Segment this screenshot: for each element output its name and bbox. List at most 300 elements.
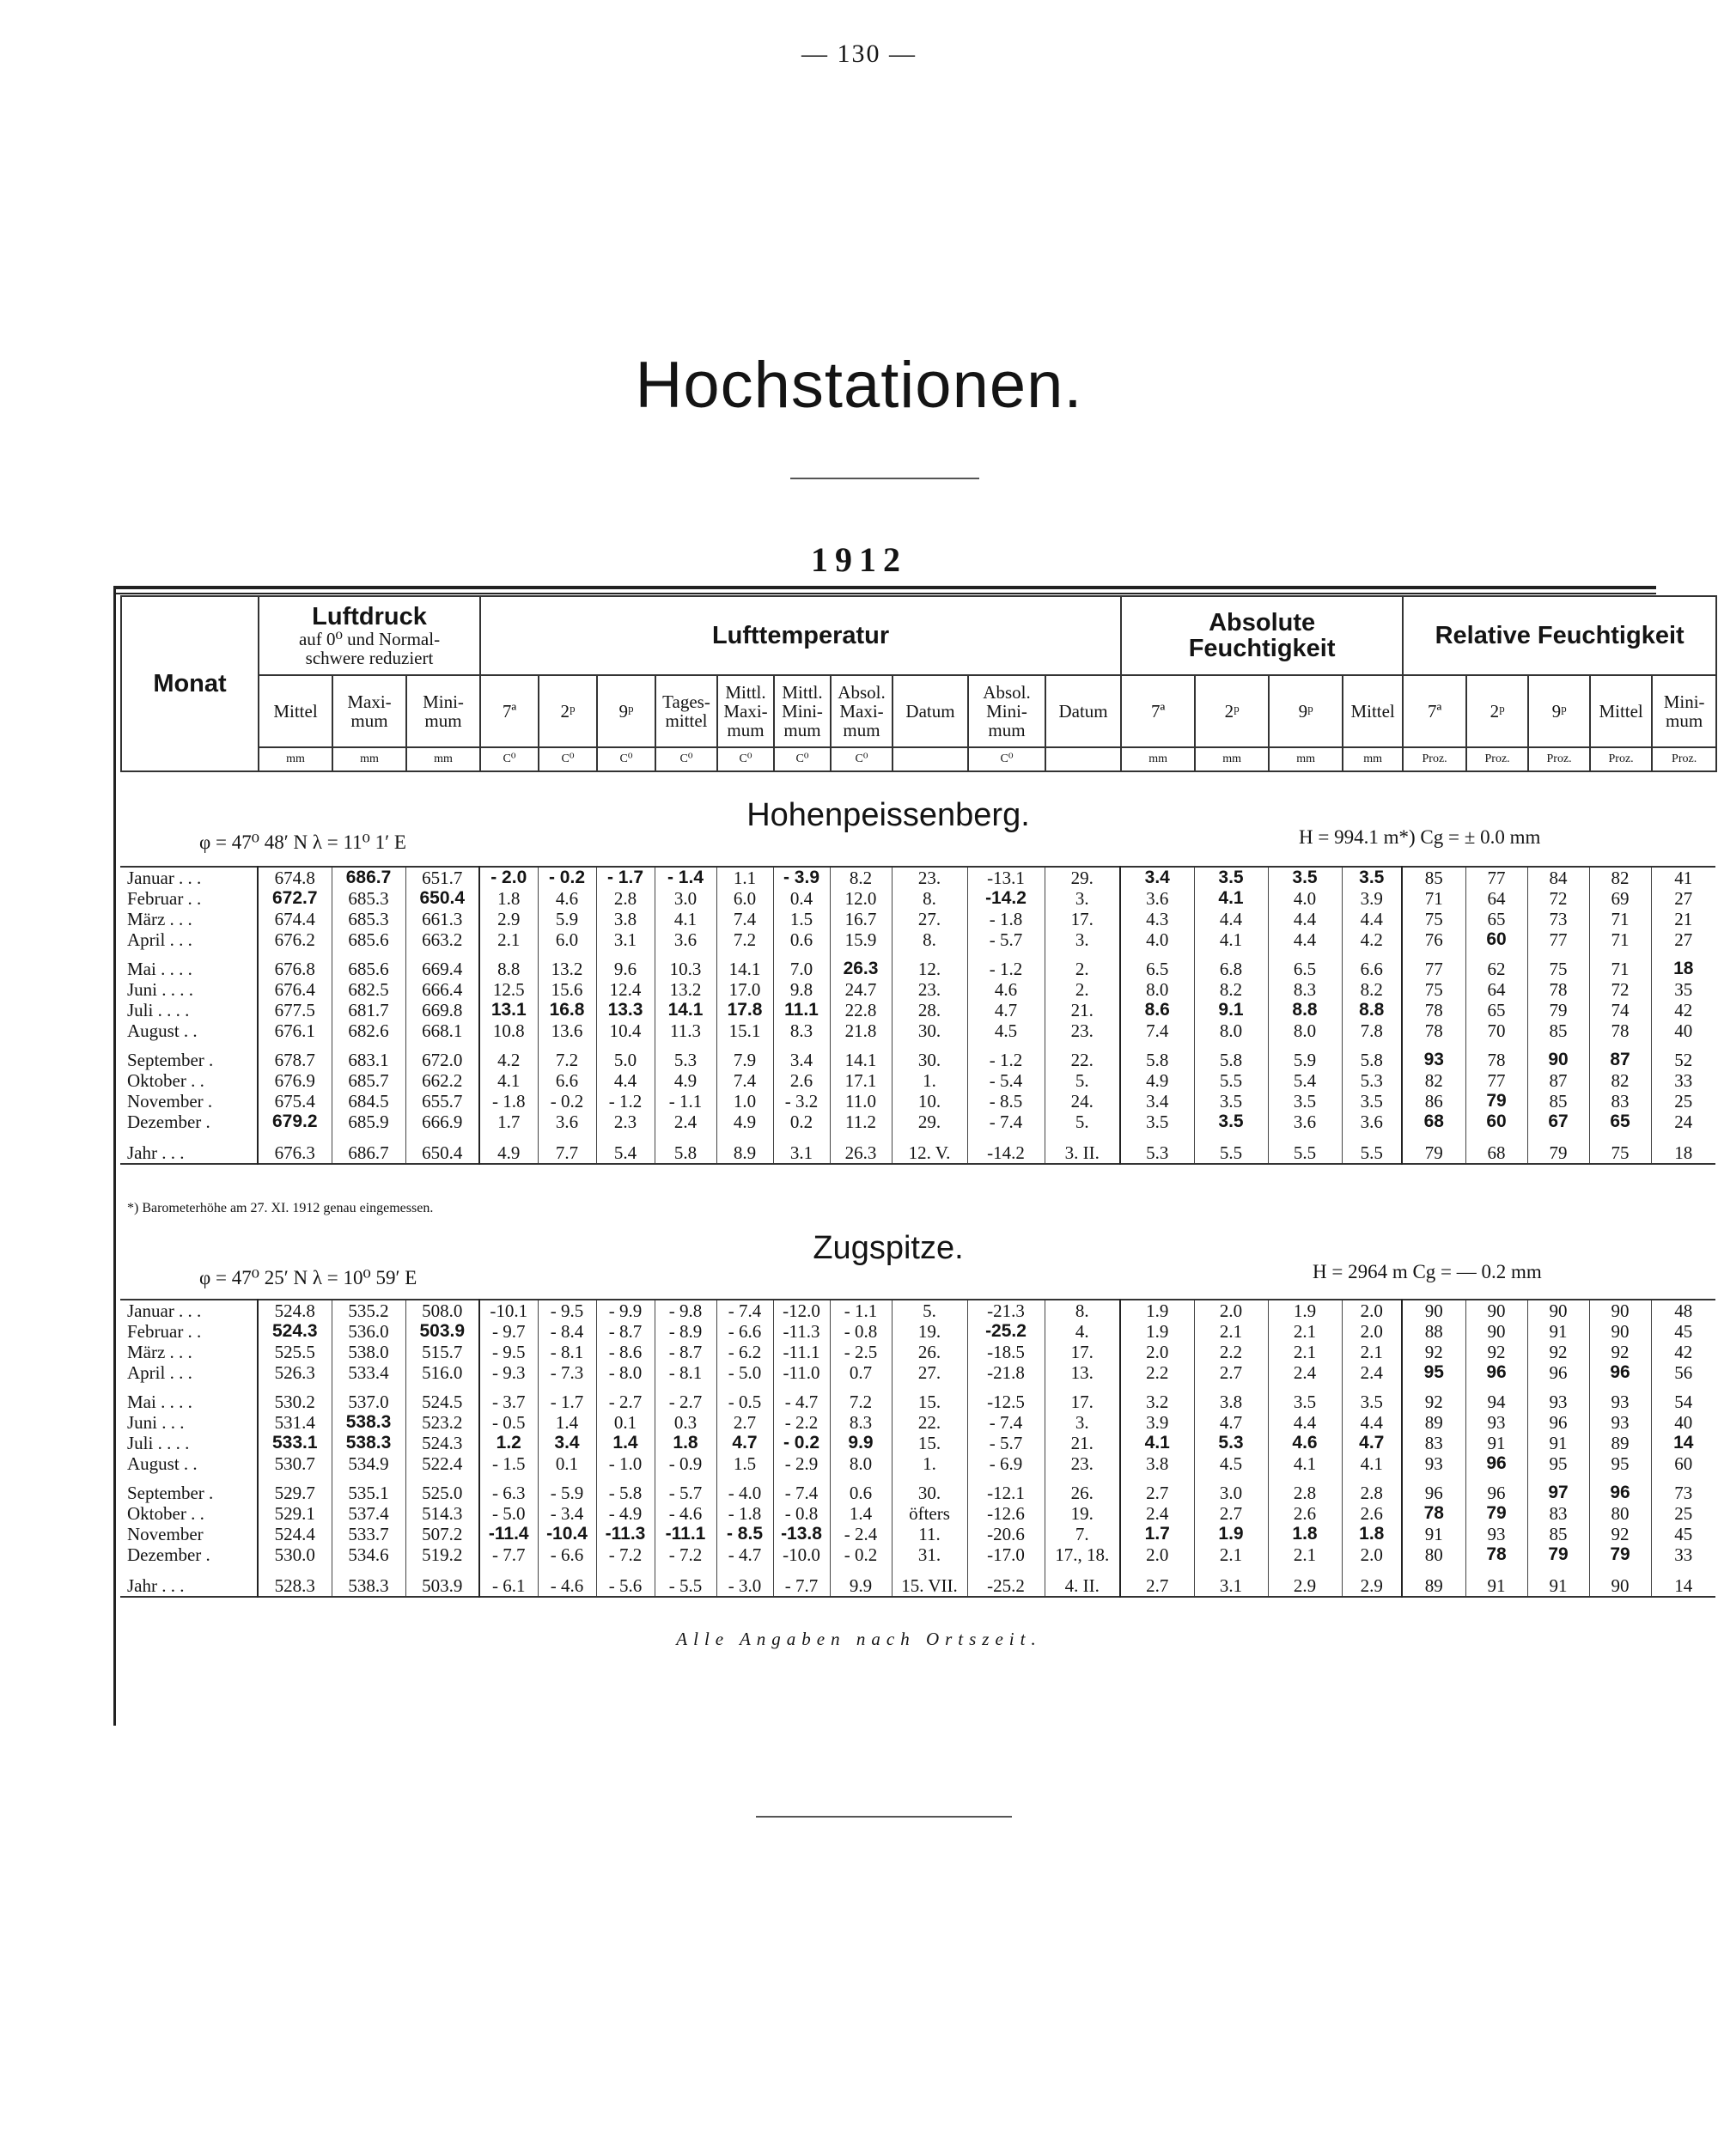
data-cell: 27. (892, 1362, 967, 1383)
data-cell: 93 (1589, 1383, 1651, 1412)
data-cell: 8. (892, 888, 967, 909)
data-cell: 95 (1527, 1453, 1589, 1474)
column-header: Mini- mum (406, 675, 480, 747)
data-cell: 2.1 (479, 929, 538, 950)
data-cell: 94 (1465, 1383, 1527, 1412)
data-cell: 19. (892, 1321, 967, 1342)
column-header: Mittel (1590, 675, 1652, 747)
data-cell: 523.2 (405, 1412, 479, 1433)
data-cell: 5.5 (1342, 1132, 1402, 1164)
data-cell: 6.6 (1342, 950, 1402, 979)
data-cell: 2.1 (1268, 1544, 1342, 1565)
data-cell: 4.3 (1120, 909, 1194, 929)
station-title-hohenpeissenberg: Hohenpeissenberg. (746, 797, 1030, 833)
data-cell: - 4.9 (596, 1503, 655, 1524)
month-label: Jahr . . . (127, 1142, 185, 1163)
data-cell: 14 (1651, 1565, 1715, 1597)
data-cell: - 6.9 (967, 1453, 1045, 1474)
data-cell: 3.6 (1342, 1111, 1402, 1132)
data-cell: 90 (1465, 1321, 1527, 1342)
data-cell: 4.4 (1268, 909, 1342, 929)
data-cell: - 1.8 (479, 1091, 538, 1111)
data-cell: 85 (1402, 867, 1465, 888)
data-cell: 1.9 (1120, 1300, 1194, 1321)
table-row (120, 1300, 1715, 1321)
data-cell: -12.6 (967, 1503, 1045, 1524)
data-cell: 91 (1402, 1524, 1465, 1544)
data-cell: 92 (1589, 1524, 1651, 1544)
data-cell: 0.1 (538, 1453, 596, 1474)
data-cell: 4.9 (1120, 1070, 1194, 1091)
data-cell: - 4.7 (716, 1544, 773, 1565)
data-cell: 7.7 (538, 1132, 596, 1164)
data-cell: -11.3 (773, 1321, 830, 1342)
data-cell: 5.5 (1194, 1070, 1268, 1091)
station-elevation-hohenpeissenberg: H = 994.1 m*) Cg = ± 0.0 mm (1299, 826, 1541, 848)
data-cell: 8.0 (1120, 979, 1194, 1000)
data-cell: 2.1 (1194, 1544, 1268, 1565)
data-cell: 2. (1045, 979, 1120, 1000)
data-cell: 77 (1465, 867, 1527, 888)
column-header: 2ᵖ (1466, 675, 1528, 747)
data-cell: - 5.7 (967, 1433, 1045, 1453)
data-cell: 12. (892, 950, 967, 979)
data-cell: 23. (1045, 1020, 1120, 1041)
data-cell: 87 (1589, 1041, 1651, 1070)
data-cell: -11.3 (596, 1524, 655, 1544)
data-cell: 6.0 (538, 929, 596, 950)
data-cell: - 7.4 (967, 1111, 1045, 1132)
data-cell: 77 (1527, 929, 1589, 950)
data-cell: -20.6 (967, 1524, 1045, 1544)
data-cell: 4. (1045, 1321, 1120, 1342)
table-row (120, 1020, 1715, 1041)
data-cell: - 1.4 (655, 867, 716, 888)
data-cell: -12.5 (967, 1383, 1045, 1412)
data-cell: 2.7 (1120, 1565, 1194, 1597)
data-cell: 0.3 (655, 1412, 716, 1433)
month-label: Dezember . (127, 1544, 210, 1565)
data-cell: 41 (1651, 867, 1715, 888)
month-label: Januar . . . (127, 868, 202, 888)
data-cell: - 5.7 (967, 929, 1045, 950)
data-cell: 5.9 (1268, 1041, 1342, 1070)
data-cell: 29. (1045, 867, 1120, 888)
data-cell: 91 (1527, 1565, 1589, 1597)
column-unit: C⁰ (655, 747, 717, 771)
data-cell: - 7.7 (773, 1565, 830, 1597)
data-cell: 86 (1402, 1091, 1465, 1111)
table-top-border (113, 586, 1656, 589)
data-cell: 7.2 (716, 929, 773, 950)
data-cell: 0.6 (773, 929, 830, 950)
data-cell: 3.5 (1342, 1383, 1402, 1412)
data-cell: - 6.6 (538, 1544, 596, 1565)
data-cell: 8.3 (830, 1412, 892, 1433)
data-cell: 78 (1402, 1503, 1465, 1524)
data-cell: - 7.2 (596, 1544, 655, 1565)
data-cell: 525.0 (405, 1474, 479, 1503)
data-cell: - 7.2 (655, 1544, 716, 1565)
data-cell: 4.1 (655, 909, 716, 929)
data-cell: 33 (1651, 1070, 1715, 1091)
data-cell: 24 (1651, 1111, 1715, 1132)
data-cell: 663.2 (405, 929, 479, 950)
data-cell: 77 (1465, 1070, 1527, 1091)
data-cell: 26. (892, 1342, 967, 1362)
data-cell: -11.0 (773, 1362, 830, 1383)
data-cell: 22.8 (830, 1000, 892, 1020)
data-cell: 676.8 (258, 950, 332, 979)
data-cell: 91 (1465, 1433, 1527, 1453)
data-cell: 64 (1465, 888, 1527, 909)
data-cell: 528.3 (258, 1565, 332, 1597)
data-cell: 96 (1527, 1362, 1589, 1383)
data-cell: 79 (1402, 1132, 1465, 1164)
data-cell: 2.4 (1120, 1503, 1194, 1524)
data-cell: 529.1 (258, 1503, 332, 1524)
data-cell: 2.1 (1268, 1342, 1342, 1362)
data-cell: 1.1 (716, 867, 773, 888)
data-cell: 65 (1465, 909, 1527, 929)
data-cell: 536.0 (332, 1321, 405, 1342)
month-label: September . (127, 1483, 214, 1503)
data-cell: 4.1 (1194, 929, 1268, 950)
data-cell: 4.5 (1194, 1453, 1268, 1474)
data-cell: - 6.6 (716, 1321, 773, 1342)
data-cell: 71 (1589, 909, 1651, 929)
data-cell: 2.8 (1342, 1474, 1402, 1503)
column-unit: mm (406, 747, 480, 771)
data-cell: 28. (892, 1000, 967, 1020)
data-cell: 3.0 (1194, 1474, 1268, 1503)
column-header: 9ᵖ (597, 675, 655, 747)
data-cell: 9.1 (1194, 1000, 1268, 1020)
column-unit: C⁰ (831, 747, 893, 771)
table-row (120, 1091, 1715, 1111)
data-cell: 62 (1465, 950, 1527, 979)
data-cell: 1.8 (479, 888, 538, 909)
data-cell: 1.4 (596, 1433, 655, 1453)
data-cell: 93 (1527, 1383, 1589, 1412)
data-cell: 2.1 (1194, 1321, 1268, 1342)
data-cell: 7.4 (716, 1070, 773, 1091)
data-cell: 508.0 (405, 1300, 479, 1321)
table-left-border (113, 588, 116, 1726)
table-row (120, 1041, 1715, 1070)
data-cell: 10.4 (596, 1020, 655, 1041)
data-cell: 5.3 (1194, 1433, 1268, 1453)
data-cell: 31. (892, 1544, 967, 1565)
data-cell: - 8.1 (538, 1342, 596, 1362)
table-row (120, 1321, 1715, 1342)
data-cell: -10.1 (479, 1300, 538, 1321)
data-cell: - 2.7 (596, 1383, 655, 1412)
data-cell: 79 (1527, 1544, 1589, 1565)
data-cell: 1.8 (1268, 1524, 1342, 1544)
data-cell: 3.4 (773, 1041, 830, 1070)
data-cell: 5.0 (596, 1041, 655, 1070)
data-cell: 666.4 (405, 979, 479, 1000)
data-cell: 91 (1465, 1565, 1527, 1597)
table-row (120, 1565, 1715, 1597)
data-cell: 75 (1527, 950, 1589, 979)
data-cell: 1.8 (1342, 1524, 1402, 1544)
data-cell: 30. (892, 1020, 967, 1041)
data-cell: 2.3 (596, 1111, 655, 1132)
data-cell: 8.0 (1194, 1020, 1268, 1041)
header-luftdruck: Luftdruck auf 0⁰ und Normal- schwere reduziert (259, 596, 480, 675)
data-cell: 13.2 (655, 979, 716, 1000)
month-label: September . (127, 1050, 214, 1070)
data-cell: 89 (1589, 1433, 1651, 1453)
data-cell: 2.7 (716, 1412, 773, 1433)
data-cell: 74 (1589, 1000, 1651, 1020)
data-cell: 3.5 (1120, 1111, 1194, 1132)
data-cell: - 0.2 (538, 867, 596, 888)
month-label: November . (127, 1091, 213, 1111)
data-cell: - 5.4 (967, 1070, 1045, 1091)
data-cell: 7.4 (716, 909, 773, 929)
data-cell: 7.9 (716, 1041, 773, 1070)
table-row (120, 1342, 1715, 1362)
data-cell: 2.4 (1268, 1362, 1342, 1383)
data-cell: 93 (1589, 1412, 1651, 1433)
data-cell: 2.6 (1268, 1503, 1342, 1524)
data-cell: 4.1 (479, 1070, 538, 1091)
data-cell: 71 (1589, 929, 1651, 950)
data-cell: 2.0 (1342, 1321, 1402, 1342)
data-cell: - 0.5 (716, 1383, 773, 1412)
table-row (120, 1433, 1715, 1453)
month-label: April . . . (127, 929, 192, 950)
data-cell: 10.3 (655, 950, 716, 979)
data-cell: 3.5 (1342, 867, 1402, 888)
data-cell: 5.3 (1342, 1070, 1402, 1091)
data-cell: -10.0 (773, 1544, 830, 1565)
data-cell: -21.3 (967, 1300, 1045, 1321)
column-unit: Proz. (1652, 747, 1716, 771)
data-cell: -25.2 (967, 1321, 1045, 1342)
data-cell: - 9.9 (596, 1300, 655, 1321)
data-cell: 4. II. (1045, 1565, 1120, 1597)
data-cell: - 7.4 (716, 1300, 773, 1321)
data-cell: 522.4 (405, 1453, 479, 1474)
data-cell: 78 (1465, 1041, 1527, 1070)
data-cell: - 8.4 (538, 1321, 596, 1342)
data-cell: 90 (1589, 1300, 1651, 1321)
data-cell: 29. (892, 1111, 967, 1132)
table-row (120, 1544, 1715, 1565)
table-row (120, 1362, 1715, 1383)
data-cell: - 2.5 (830, 1342, 892, 1362)
month-label: Februar . . (127, 1321, 202, 1342)
data-cell: 75 (1402, 979, 1465, 1000)
data-cell: 8.8 (1342, 1000, 1402, 1020)
data-cell: 4.0 (1120, 929, 1194, 950)
column-header: 2ᵖ (539, 675, 597, 747)
data-cell: 682.5 (332, 979, 405, 1000)
column-header: 9ᵖ (1528, 675, 1590, 747)
data-cell: 1.5 (716, 1453, 773, 1474)
data-cell: - 9.5 (479, 1342, 538, 1362)
column-unit: C⁰ (717, 747, 774, 771)
data-cell: 538.3 (332, 1412, 405, 1433)
data-cell: - 5.8 (596, 1474, 655, 1503)
data-cell: - 1.1 (830, 1300, 892, 1321)
month-label: August . . (127, 1020, 198, 1041)
data-cell: 2.9 (1268, 1565, 1342, 1597)
column-unit: C⁰ (968, 747, 1045, 771)
data-cell: 3.5 (1194, 1111, 1268, 1132)
data-cell: 79 (1465, 1503, 1527, 1524)
data-cell: 524.8 (258, 1300, 332, 1321)
data-cell: 73 (1651, 1474, 1715, 1503)
data-cell: - 6.3 (479, 1474, 538, 1503)
data-cell: - 1.5 (479, 1453, 538, 1474)
data-cell: 27 (1651, 888, 1715, 909)
data-cell: - 9.5 (538, 1300, 596, 1321)
data-cell: 683.1 (332, 1041, 405, 1070)
data-cell: 95 (1589, 1453, 1651, 1474)
month-label: Oktober . . (127, 1070, 204, 1091)
data-cell: 678.7 (258, 1041, 332, 1070)
data-cell: 503.9 (405, 1565, 479, 1597)
data-cell: - 2.0 (479, 867, 538, 888)
column-header: 7ª (1403, 675, 1466, 747)
data-cell: 92 (1402, 1342, 1465, 1362)
data-cell: 685.3 (332, 888, 405, 909)
data-cell: 1. (892, 1453, 967, 1474)
data-cell: 6.5 (1120, 950, 1194, 979)
data-cell: 65 (1465, 1000, 1527, 1020)
data-cell: - 8.0 (596, 1362, 655, 1383)
data-cell: 676.2 (258, 929, 332, 950)
data-cell: 90 (1589, 1321, 1651, 1342)
data-cell: - 2.4 (830, 1524, 892, 1544)
data-cell: 19. (1045, 1503, 1120, 1524)
table-row (120, 1453, 1715, 1474)
data-cell: 0.7 (830, 1362, 892, 1383)
data-cell: 3. (1045, 1412, 1120, 1433)
data-cell: 11.1 (773, 1000, 830, 1020)
table-row (120, 1474, 1715, 1503)
data-cell: 48 (1651, 1300, 1715, 1321)
data-cell: 17. (1045, 1383, 1120, 1412)
data-cell: 16.7 (830, 909, 892, 929)
data-cell: 14.1 (655, 1000, 716, 1020)
data-cell: -13.8 (773, 1524, 830, 1544)
data-cell: 88 (1402, 1321, 1465, 1342)
data-cell: 26.3 (830, 1132, 892, 1164)
data-cell: 30. (892, 1041, 967, 1070)
data-cell: 684.5 (332, 1091, 405, 1111)
data-cell: 666.9 (405, 1111, 479, 1132)
data-cell: 4.9 (716, 1111, 773, 1132)
data-cell: 679.2 (258, 1111, 332, 1132)
data-cell: 3. (1045, 929, 1120, 950)
data-cell: 8.8 (479, 950, 538, 979)
table-row (120, 979, 1715, 1000)
data-cell: 79 (1465, 1091, 1527, 1111)
data-cell: 80 (1589, 1503, 1651, 1524)
data-cell: 93 (1465, 1524, 1527, 1544)
data-cell: 4.6 (967, 979, 1045, 1000)
station-elevation-zugspitze: H = 2964 m Cg = — 0.2 mm (1313, 1261, 1542, 1282)
data-cell: 4.6 (1268, 1433, 1342, 1453)
data-cell: 89 (1402, 1412, 1465, 1433)
column-header: Datum (1045, 675, 1121, 747)
data-cell: 533.4 (332, 1362, 405, 1383)
data-cell: 5.8 (1120, 1041, 1194, 1070)
data-cell: - 8.7 (655, 1342, 716, 1362)
data-cell: 8. (892, 929, 967, 950)
data-cell: 7. (1045, 1524, 1120, 1544)
data-cell: 91 (1527, 1433, 1589, 1453)
data-cell: -14.2 (967, 1132, 1045, 1164)
data-cell: 5.4 (1268, 1070, 1342, 1091)
data-cell: 17.0 (716, 979, 773, 1000)
data-cell: - 3.0 (716, 1565, 773, 1597)
column-header: Datum (893, 675, 968, 747)
year-heading: 1912 (811, 540, 907, 579)
data-cell: 538.3 (332, 1565, 405, 1597)
column-header: 2ᵖ (1195, 675, 1269, 747)
station-coords-zugspitze: φ = 47⁰ 25′ N λ = 10⁰ 59′ E (199, 1267, 417, 1288)
data-cell: 3.4 (1120, 1091, 1194, 1111)
data-cell: 3.8 (596, 909, 655, 929)
data-cell: - 8.1 (655, 1362, 716, 1383)
data-cell: -10.4 (538, 1524, 596, 1544)
data-cell: - 5.6 (596, 1565, 655, 1597)
data-cell: 25 (1651, 1091, 1715, 1111)
month-label: April . . . (127, 1362, 192, 1383)
month-label: Oktober . . (127, 1503, 204, 1524)
column-unit: Proz. (1466, 747, 1528, 771)
table-row (120, 888, 1715, 909)
data-cell: 89 (1402, 1565, 1465, 1597)
data-cell: 15. (892, 1433, 967, 1453)
data-cell: 3.6 (655, 929, 716, 950)
header-absolute-feuchtigkeit: Absolute Feuchtigkeit (1121, 596, 1403, 675)
data-cell: 11.2 (830, 1111, 892, 1132)
data-cell: 5.5 (1194, 1132, 1268, 1164)
table-row (120, 929, 1715, 950)
data-cell: 2.6 (773, 1070, 830, 1091)
data-cell: -11.1 (773, 1342, 830, 1362)
data-cell: 90 (1465, 1300, 1527, 1321)
table-row (120, 1132, 1715, 1164)
data-cell: - 6.2 (716, 1342, 773, 1362)
data-cell: 18 (1651, 1132, 1715, 1164)
data-cell: 525.5 (258, 1342, 332, 1362)
data-cell: 5.3 (1120, 1132, 1194, 1164)
data-cell: 682.6 (332, 1020, 405, 1041)
column-unit: mm (1269, 747, 1343, 771)
data-cell: 6.5 (1268, 950, 1342, 979)
data-cell: 68 (1465, 1132, 1527, 1164)
data-cell: 5.5 (1268, 1132, 1342, 1164)
data-cell: 4.0 (1268, 888, 1342, 909)
data-cell: 662.2 (405, 1070, 479, 1091)
data-cell: 4.7 (716, 1433, 773, 1453)
data-cell: 2.4 (655, 1111, 716, 1132)
data-cell: 529.7 (258, 1474, 332, 1503)
data-cell: 5.9 (538, 909, 596, 929)
data-cell: 78 (1589, 1020, 1651, 1041)
data-cell: 6.6 (538, 1070, 596, 1091)
data-cell: 85 (1527, 1091, 1589, 1111)
